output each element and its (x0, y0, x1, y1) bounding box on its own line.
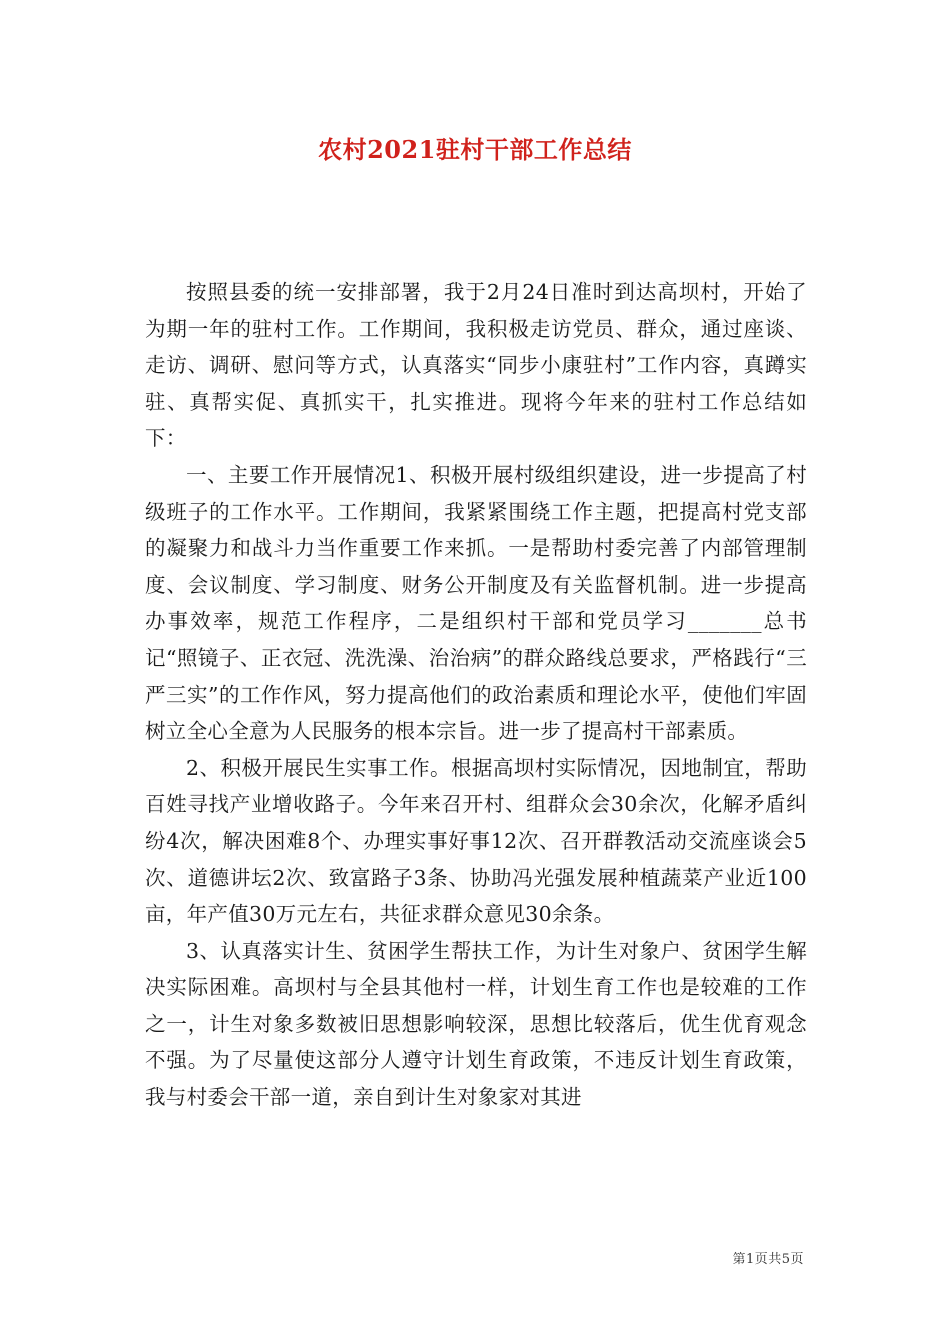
page-number: 第1页共5页 (732, 1252, 804, 1267)
paragraph-livelihood: 2、积极开展民生实事工作。根据高坝村实际情况，因地制宜，帮助百姓寻找产业增收路子。今年来召开村、组群众会30余次，化解矛盾纠纷4次，解决困难8个、办理实事好事12次、召开群教活动交流座谈会5次、道德讲坛2次、致富路子3条、协助冯光强发展种植蔬菜产业近100亩，年产值30万元左右，共征求群众意见30余条。 (145, 755, 807, 927)
paragraph-intro: 按照县委的统一安排部署，我于2月24日准时到达高坝村，开始了为期一年的驻村工作。工作期间，我积极走访党员、群众，通过座谈、走访、调研、慰问等方式，认真落实“同步小康驻村”工作内容，真蹲实驻、真帮实促、真抓实干，扎实推进。现将今年来的驻村工作总结如下： (145, 280, 807, 451)
document-title: 农村2021驻村干部工作总结 (318, 135, 632, 164)
paragraph-organization: 一、主要工作开展情况1、积极开展村级组织建设，进一步提高了村级班子的工作水平。工作期间，我紧紧围绕工作主题，把提高村党支部的凝聚力和战斗力当作重要工作来抓。一是帮助村委完善了内部管理制度、会议制度、学习制度、财务公开制度及有关监督机制。进一步提高办事效率，规范工作程序，二是组织村干部和党员学习_______总书记“照镜子、正衣冠、洗洗澡、治治病”的群众路线总要求，严格践行“三严三实”的工作作风，努力提高他们的政治素质和理论水平，使他们牢固树立全心全意为人民服务的根本宗旨。进一步了提高村干部素质。 (145, 462, 807, 744)
document-body (145, 274, 807, 1116)
paragraph-family-planning: 3、认真落实计生、贫困学生帮扶工作，为计生对象户、贫困学生解决实际困难。高坝村与全县其他村一样，计划生育工作也是较难的工作之一，计生对象多数被旧思想影响较深，思想比较落后，优生优育观念不强。为了尽量使这部分人遵守计划生育政策，不违反计划生育政策，我与村委会干部一道，亲自到计生对象家对其进 (145, 938, 807, 1110)
